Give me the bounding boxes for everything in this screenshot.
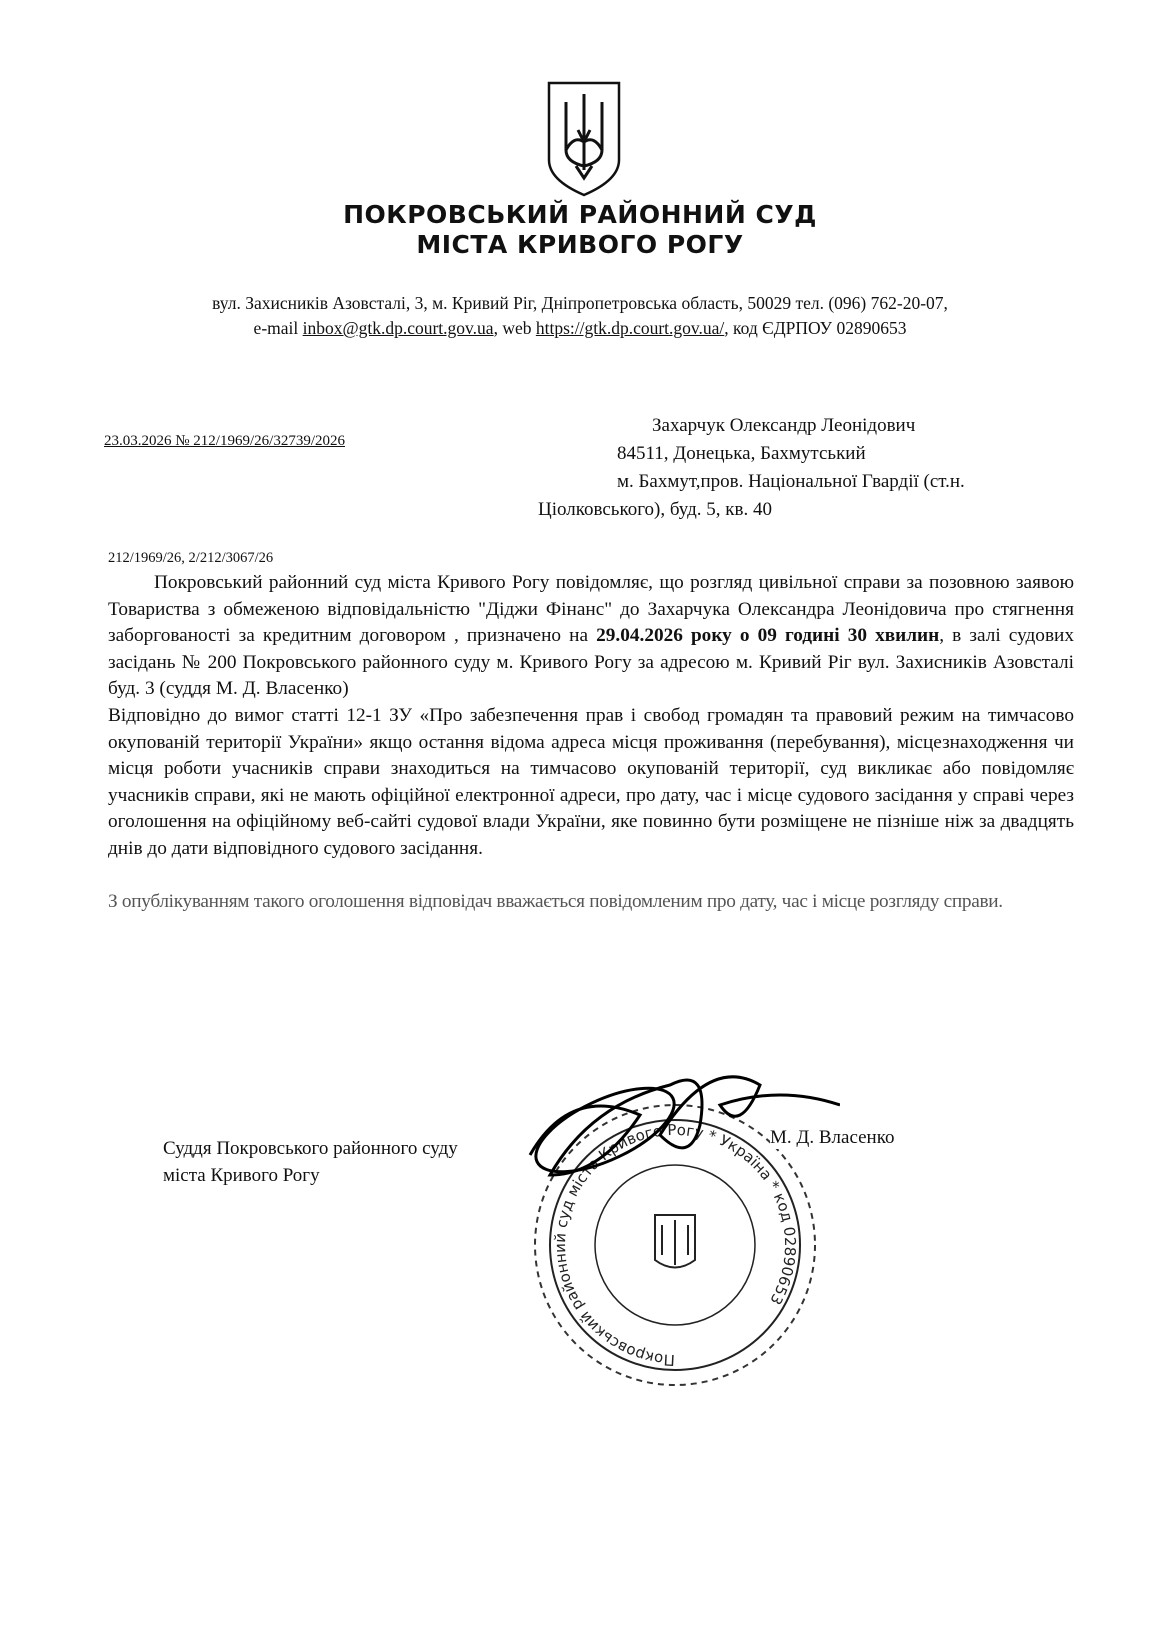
- judge-name: М. Д. Власенко: [770, 1127, 895, 1148]
- position-line2: міста Кривого Рогу: [163, 1165, 320, 1186]
- recipient-address-line2: 84511, Донецька, Бахмутський: [617, 443, 866, 464]
- court-name-line2: МІСТА КРИВОГО РОГУ: [416, 230, 744, 259]
- seal-text: Покровський районний суд міста Кривого Рогу * Україна * код 02890653: [550, 1120, 800, 1370]
- recipient-address-line3: м. Бахмут,пров. Національної Гвардії (ст.н.: [617, 471, 965, 492]
- hearing-datetime: 29.04.2026 року о 09 годині 30 хвилин: [596, 625, 940, 647]
- web-label: web: [502, 318, 532, 338]
- hearing-location: , в залі судових засідань № 200 Покровського районного суду м. Кривого Рогу за адресою м. Кривий Ріг вул. Захисників Азовсталі буд. 3 (суддя М. Д. Власенко): [108, 625, 1075, 700]
- recipient-address-line4: Ціолковського), буд. 5, кв. 40: [538, 499, 772, 520]
- website-link[interactable]: https://gtk.dp.court.gov.ua/: [535, 318, 725, 338]
- hearing-text: Покровський районний суд міста Кривого Рогу повідомляє, що розгляд цивільної справи за позовною заявою Товариства з обмеженою відповідальністю "Діджи Фінанс" до Захарчука Олександра Леонідовича про стягнення заборгованості за кредитним договором , призначено на: [108, 572, 1074, 647]
- paragraph-hearing: [108, 570, 1074, 703]
- edrpou-code: , код ЄДРПОУ 02890653: [724, 318, 907, 338]
- court-address: вул. Захисників Азовсталі, 3, м. Кривий Ріг, Дніпропетровська область, 50029 тел. (096) 762-20-07,: [212, 293, 948, 313]
- court-name-line1: ПОКРОВСЬКИЙ РАЙОННИЙ СУД: [343, 200, 817, 229]
- recipient-name: Захарчук Олександр Леонідович: [652, 415, 916, 436]
- court-contacts: e-mail inbox@gtk.dp.court.gov.ua, web https://gtk.dp.court.gov.ua/, код ЄДРПОУ 02890653: [253, 318, 907, 338]
- case-references: 212/1969/26, 2/212/3067/26: [108, 550, 274, 566]
- notice-body: [108, 570, 1074, 915]
- paragraph-legal-basis: Відповідно до вимог статті 12-1 ЗУ «Про забезпечення прав і свобод громадян та правовий режим на тимчасово окупованій території України» якщо остання відома адреса місця проживання (перебування), місцезнаходження чи місця роботи учасників справи знаходиться на тимчасово окупованій території, суд викликає або повідомляє учасників справи, які не мають офіційної електронної адреси, про дату, час і місце судового засідання у справі через оголошення на офіційному веб-сайті судової влади України, яке повинно бути розміщене не пізніше ніж за двадцять днів до дати відповідного судового засідання.: [108, 704, 1074, 859]
- email-link[interactable]: inbox@gtk.dp.court.gov.ua: [302, 318, 494, 338]
- email-label: e-mail: [253, 318, 299, 338]
- signatory-position: [163, 1135, 458, 1189]
- outgoing-number: 23.03.2026 № 212/1969/26/32739/2026: [104, 433, 345, 449]
- coat-of-arms-emblem: [546, 80, 622, 198]
- position-line1: Суддя Покровського районного суду: [163, 1138, 458, 1159]
- paragraph-notification: З опублікуванням такого оголошення відповідач вважається повідомленим про дату, час і місце розгляду справи.: [108, 890, 1003, 912]
- court-seal-and-signature: [510, 1045, 840, 1395]
